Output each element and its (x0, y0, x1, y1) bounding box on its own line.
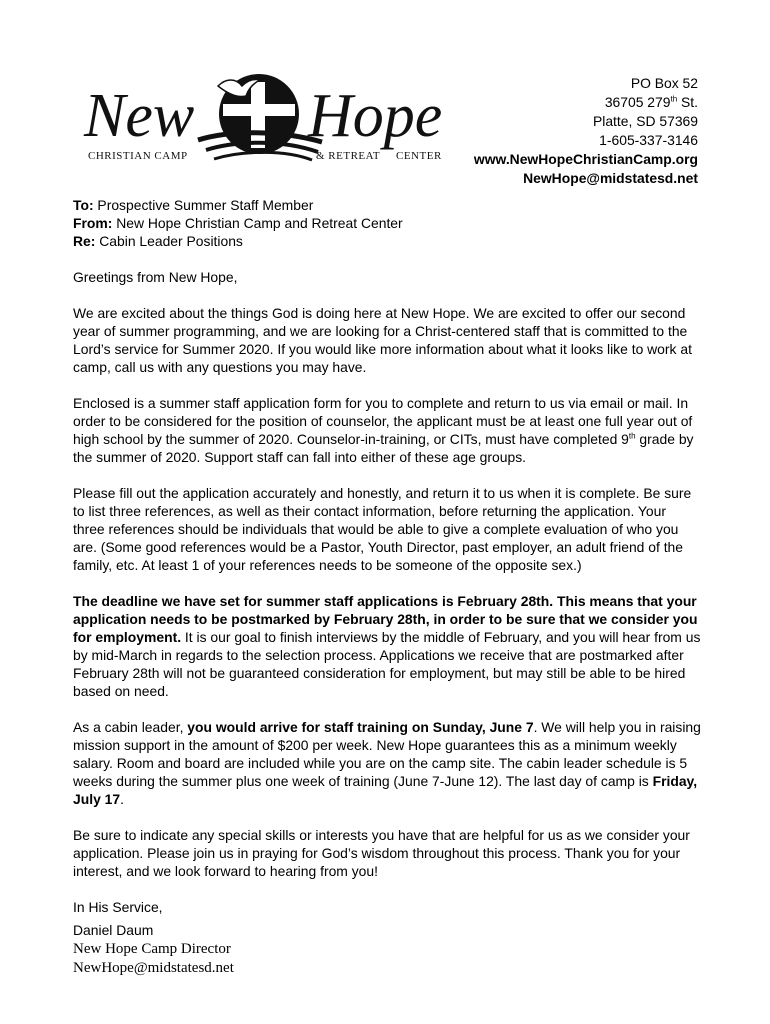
logo-subtitle-far-right: CENTER (396, 150, 442, 162)
memo-header (73, 196, 701, 250)
po-box: PO Box 52 (630, 75, 698, 91)
paragraph-intro: We are excited about the things God is doing here at New Hope. We are excited to offer our second year of summer programming, and we are looking for a Christ-centered staff that is committed to the Lord’s service for Summer 2020. If you would like more information about what it looks like to work at camp, call us with any questions you may have. (73, 305, 692, 375)
signer-email: NewHope@midstatesd.net (73, 960, 234, 976)
camp-logo-graphic (80, 64, 452, 168)
cross-horizontal (223, 104, 295, 116)
letter-body (73, 196, 701, 934)
email-link[interactable]: NewHope@midstatesd.net (523, 170, 698, 186)
city-state-zip: Platte, SD 57369 (592, 113, 698, 129)
website-link[interactable]: www.NewHopeChristianCamp.org (473, 151, 698, 167)
phone-number: 1-605-337-3146 (599, 132, 698, 148)
address-block (474, 74, 698, 188)
logo-word-new: New (84, 82, 195, 150)
logo-subtitle-left: CHRISTIAN CAMP (88, 150, 188, 162)
greeting: Greetings from New Hope, (73, 269, 238, 285)
logo-word-hope: Hope (308, 82, 443, 150)
paragraph-cabin-leader: As a cabin leader, you would arrive for staff training on Sunday, June 7. We will help you in raising mission support in the amount of $200 per week. New Hope guarantees this as a minimum weekly salary. Room and board are included while you are on the camp site. The cabin leader schedule is 5 weeks during the summer plus one week of training (June 7-June 12). The last day of camp is Friday, July 17. (73, 719, 701, 807)
logo-subtitle-right: & RETREAT (316, 150, 381, 162)
camp-logo (80, 64, 452, 168)
memo-from: From: New Hope Christian Camp and Retreat Center (73, 215, 403, 231)
paragraph-closing-remarks: Be sure to indicate any special skills or interests you have that are helpful for us as we consider your application. Please join us in praying for God’s wisdom throughout this process. Thank you for your interest, and we look forward to hearing from you! (73, 827, 690, 879)
signer-title: New Hope Camp Director (73, 941, 231, 957)
paragraph-application: Enclosed is a summer staff application form for you to complete and return to us via email or mail. In order to be considered for the position of counselor, the applicant must be at least one full year out of high school by the summer of 2020. Counselor-in-training, or CITs, must have completed 9th grade by the summer of 2020. Support staff can fall into either of these age groups. (73, 395, 694, 465)
street-address: 36705 279th St. (604, 94, 698, 110)
memo-re: Re: Cabin Leader Positions (73, 233, 243, 249)
paragraph-deadline: The deadline we have set for summer staff applications is February 28th. This means that your application needs to be postmarked by February 28th, in order to be sure that we consider you for employment. It is our goal to finish interviews by the middle of February, and you will hear from us by mid-March in regards to the selection process. Applications we receive that are postmarked after February 28th will not be guaranteed consideration for employment, but may still be able to be hired based on need. (73, 593, 701, 699)
memo-to: To: Prospective Summer Staff Member (73, 197, 314, 213)
closing-salutation: In His Service, (73, 899, 163, 915)
signature-block (73, 921, 234, 978)
signer-name: Daniel Daum (73, 922, 154, 938)
paragraph-references: Please fill out the application accurately and honestly, and return it to us when it is complete. Be sure to list three references, as well as their contact information, before returning the application. Your three references should be individuals that would be able to give a complete evaluation of who you are. (Some good references would be a Pastor, Youth Director, past employer, an adult friend of the family, etc. At least 1 of your references needs to be someone of the opposite sex.) (73, 485, 692, 573)
